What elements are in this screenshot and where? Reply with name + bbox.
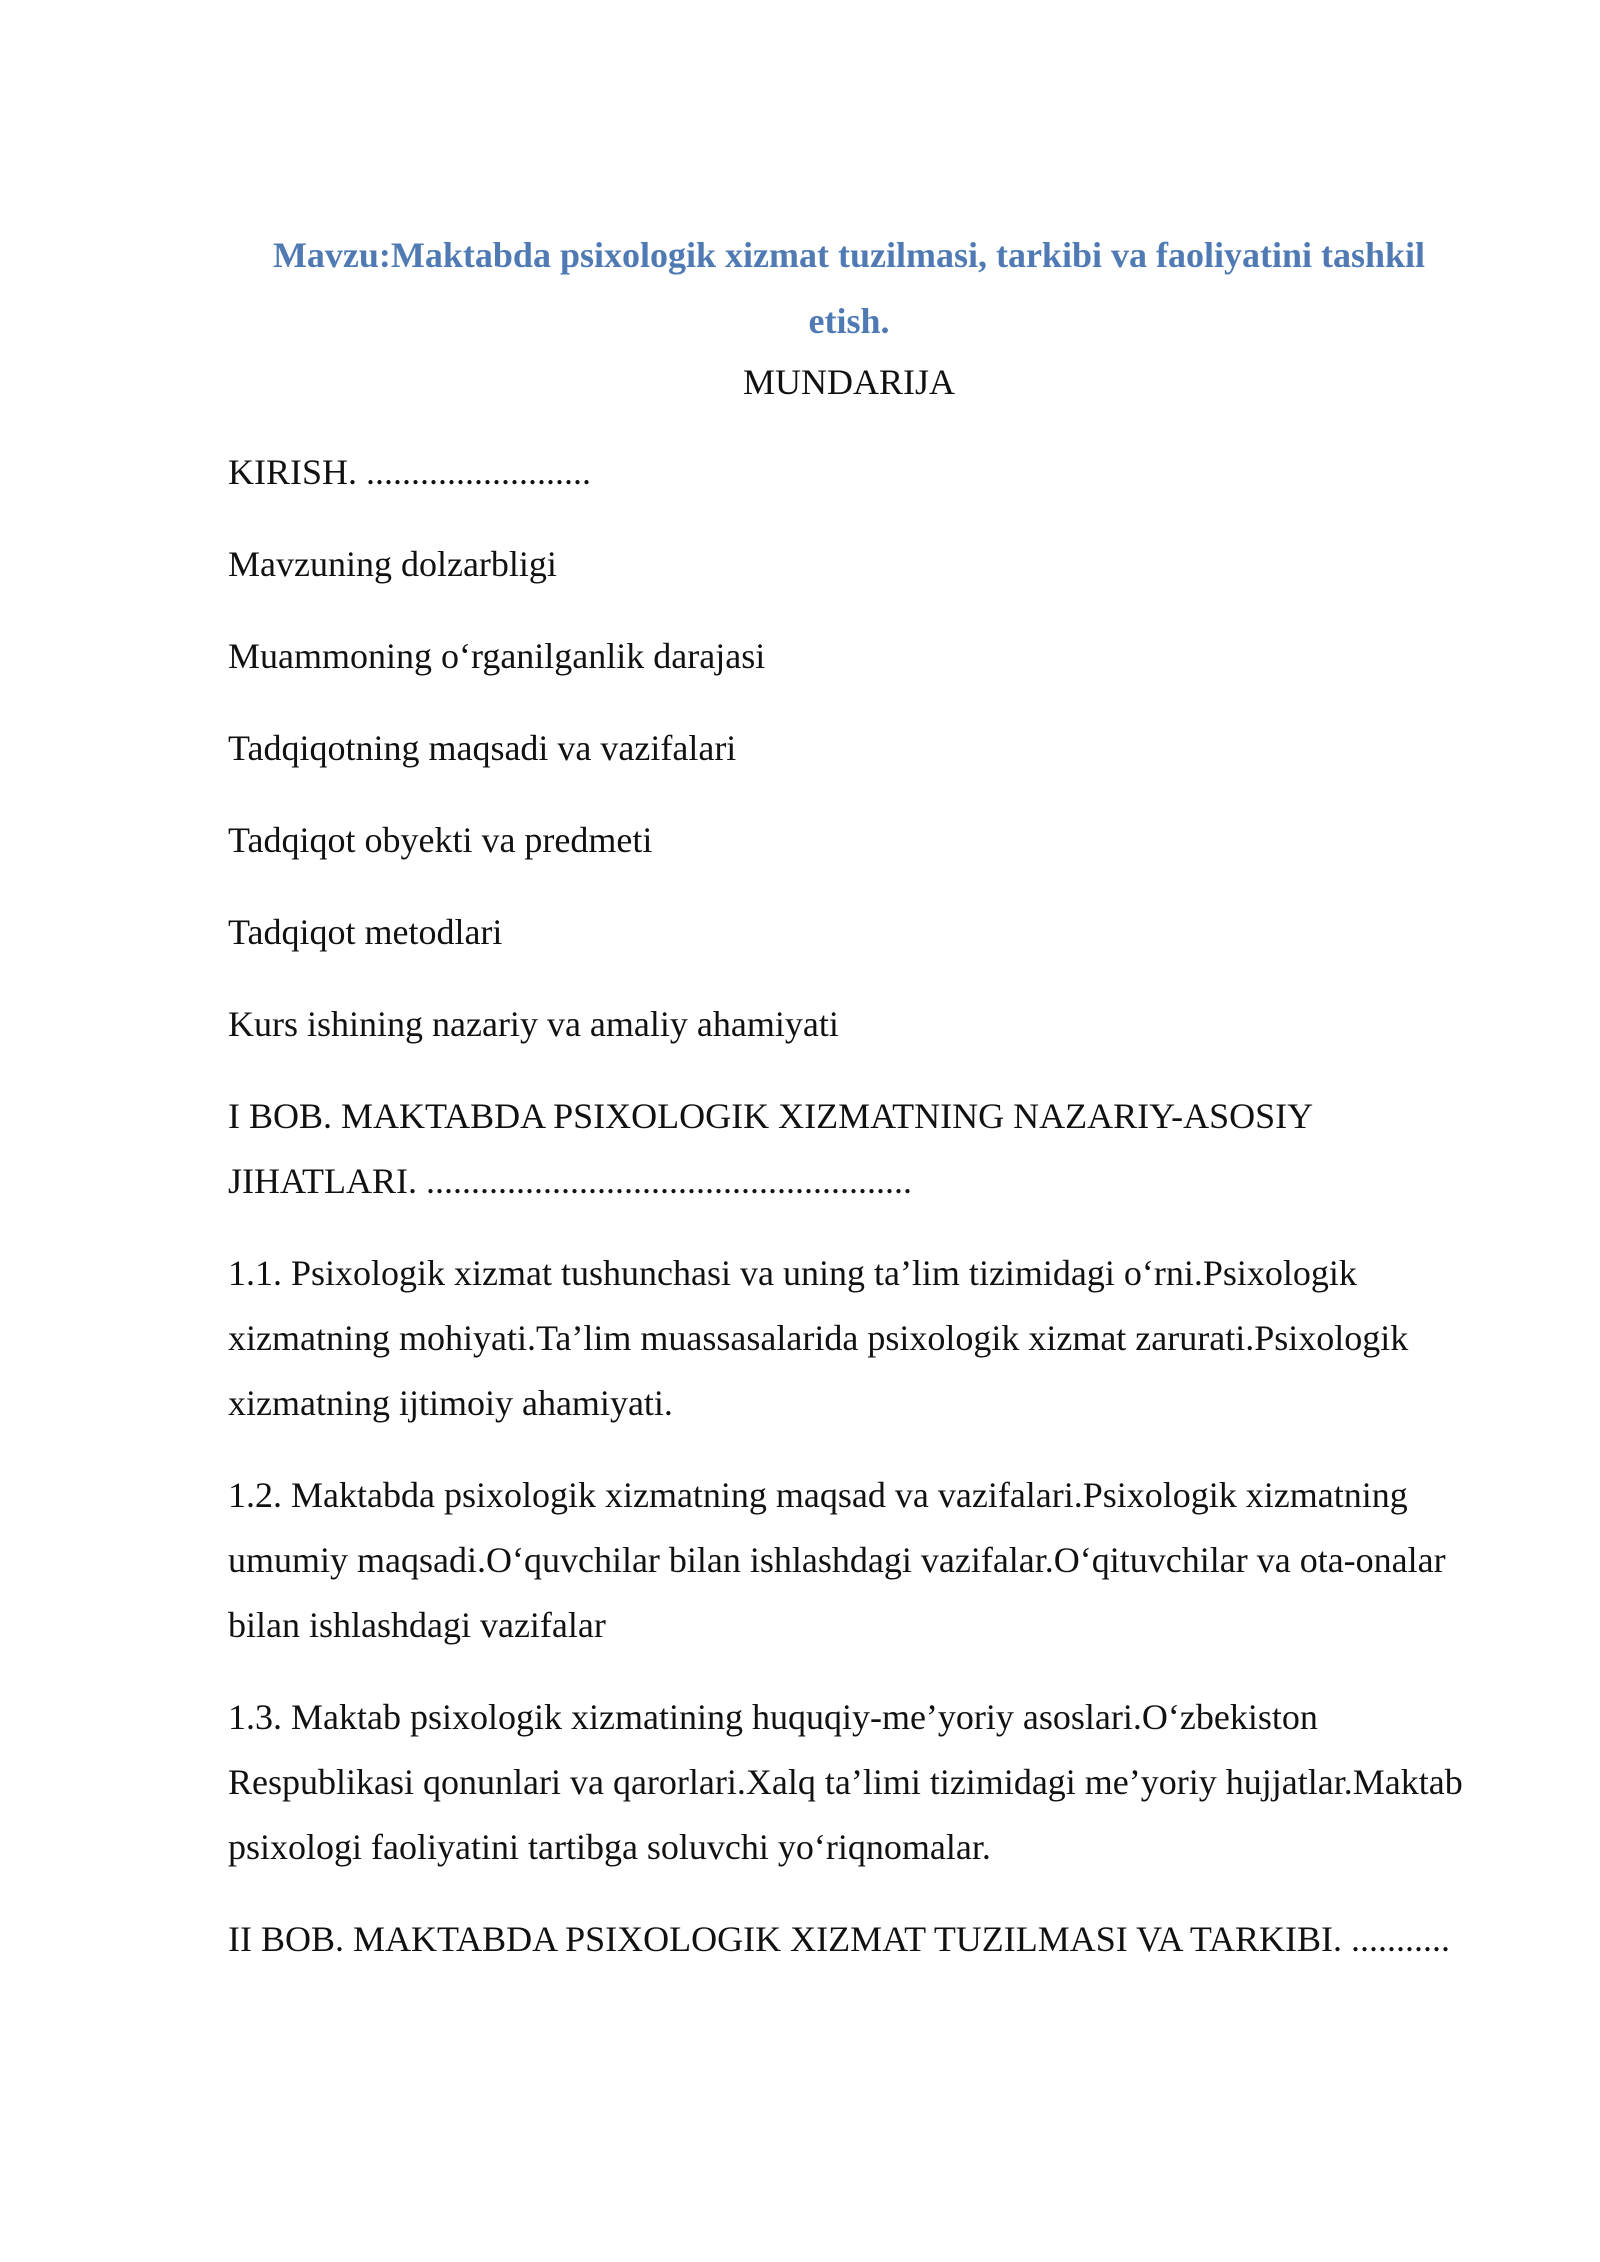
toc-entry-kirish: KIRISH. ......................... [228,452,592,492]
toc-entry-ahamiyat: Kurs ishining nazariy va amaliy ahamiyati [228,1004,839,1044]
toc-entry-chapter-1: I BOB. MAKTABDA PSIXOLOGIK XIZMATNING NAZARIY-ASOSIY JIHATLARI. ...................................................... [228,1096,1312,1201]
toc-entry-chapter-2: II BOB. MAKTABDA PSIXOLOGIK XIZMAT TUZILMASI VA TARKIBI. ........... [228,1919,1450,1959]
contents-heading: MUNDARIJA [742,362,955,402]
toc-entry-maqsad: Tadqiqotning maqsadi va vazifalari [228,728,737,768]
table-of-contents [228,440,1470,1999]
toc-entry-section-1-3: 1.3. Maktab psixologik xizmatining huquqiy-me’yoriy asoslari.O‘zbekiston Respublikasi qonunlari va qarorlari.Xalq ta’limi tizimidagi me’yoriy hujjatlar.Maktab psixologi faoliyatini tartibga soluvchi yo‘riqnomalar. [228,1697,1463,1867]
toc-entry-obyekt: Tadqiqot obyekti va predmeti [228,820,653,860]
toc-entry-organilganlik: Muammoning o‘rganilganlik darajasi [228,636,766,676]
document-title: Mavzu:Maktabda psixologik xizmat tuzilmasi, tarkibi va faoliyatini tashkil etish. [272,235,1426,341]
toc-entry-section-1-2: 1.2. Maktabda psixologik xizmatning maqsad va vazifalari.Psixologik xizmatning umumiy maqsadi.O‘quvchilar bilan ishlashdagi vazifalar.O‘qituvchilar va ota-onalar bilan ishlashdagi vazifalar [228,1475,1446,1645]
toc-entry-dolzarblik: Mavzuning dolzarbligi [228,544,557,584]
toc-entry-section-1-1: 1.1. Psixologik xizmat tushunchasi va uning ta’lim tizimidagi o‘rni.Psixologik xizmatning mohiyati.Ta’lim muassasalarida psixologik xizmat zarurati.Psixologik xizmatning ijtimoiy ahamiyati. [228,1253,1409,1423]
toc-entry-metodlar: Tadqiqot metodlari [228,912,503,952]
